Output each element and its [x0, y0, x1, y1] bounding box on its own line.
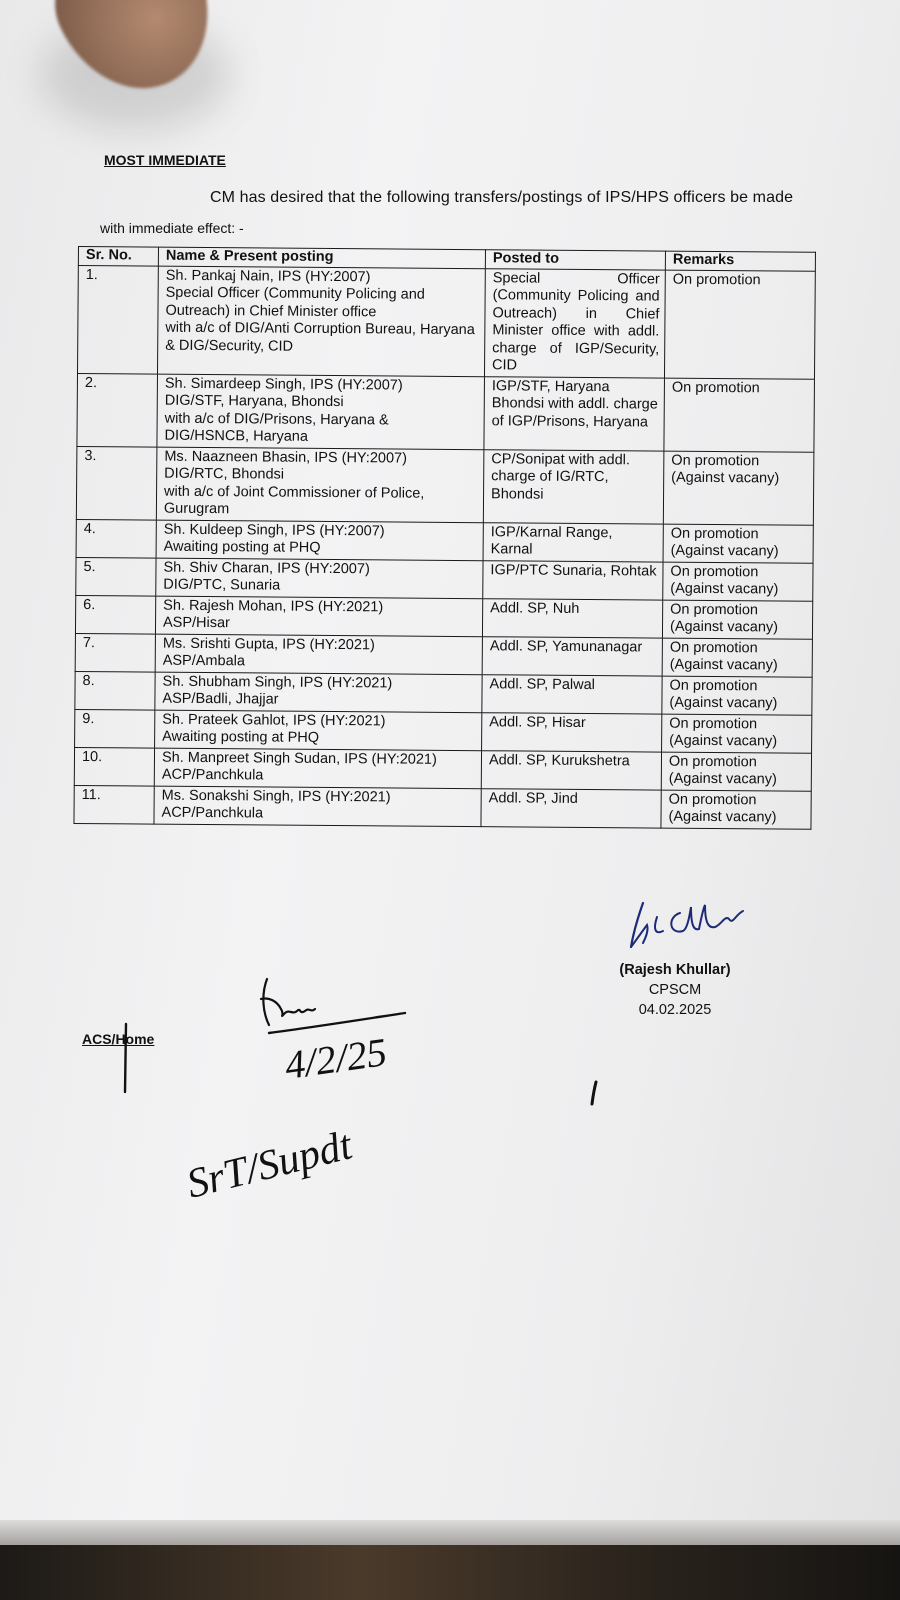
cell-posted-to: IGP/PTC Sunaria, Rohtak — [483, 560, 663, 599]
handwritten-note — [182, 1110, 375, 1220]
cell-remarks: On promotion (Against vacany) — [663, 451, 814, 525]
cell-posted-to: Addl. SP, Jind — [481, 788, 661, 827]
cell-remarks: On promotion (Against vacany) — [662, 676, 812, 715]
intro-line-1: CM has desired that the following transfers/postings of IPS/HPS officers be made — [210, 189, 794, 206]
table-row — [74, 785, 811, 829]
desk-surface — [0, 1545, 900, 1600]
cell-sr: 11. — [74, 785, 154, 824]
document-heading: MOST IMMEDIATE — [104, 152, 226, 168]
handwritten-note-text: SrT/Supdt — [182, 1122, 357, 1208]
table-row — [75, 671, 812, 715]
cell-remarks: On promotion — [664, 270, 815, 379]
cell-name: Sh. Shiv Charan, IPS (HY:2007) DIG/PTC, Sunaria — [156, 558, 483, 599]
cell-posted-to: Special Officer (Community Policing and Outreach) in Chief Minister office with addl. charge of IGP/Security, CID — [484, 268, 665, 377]
cell-name: Ms. Srishti Gupta, IPS (HY:2021) ASP/Ambala — [155, 634, 482, 675]
cell-name: Sh. Rajesh Mohan, IPS (HY:2021) ASP/Hisar — [155, 596, 482, 637]
cell-name: Ms. Sonakshi Singh, IPS (HY:2021) ACP/Panchkula — [154, 786, 481, 827]
cell-sr: 4. — [76, 519, 156, 558]
cell-sr: 1. — [78, 265, 159, 374]
header-posted-to: Posted to — [485, 250, 665, 270]
table-row — [75, 709, 812, 753]
signature-scribble — [625, 895, 775, 965]
cell-sr: 8. — [75, 671, 155, 710]
cell-remarks: On promotion — [664, 378, 815, 452]
cell-name: Sh. Shubham Singh, IPS (HY:2021) ASP/Badli, Jhajjar — [155, 672, 482, 713]
addressee: ACS/Home — [82, 1031, 155, 1047]
page-edge-shadow — [0, 1520, 900, 1545]
table-row — [76, 446, 814, 525]
cell-posted-to: IGP/Karnal Range, Karnal — [483, 522, 663, 561]
table-row — [74, 747, 811, 791]
cell-sr: 3. — [76, 446, 157, 520]
intro-line-2: with immediate effect: - — [100, 220, 244, 236]
addressee-pen-stroke — [118, 1022, 138, 1102]
cell-remarks: On promotion (Against vacany) — [663, 524, 813, 563]
cell-sr: 6. — [75, 595, 155, 634]
cell-posted-to: CP/Sonipat with addl. charge of IG/RTC, Bhondsi — [483, 449, 664, 523]
cell-remarks: On promotion (Against vacany) — [662, 714, 812, 753]
table-row — [77, 373, 815, 452]
cell-remarks: On promotion (Against vacany) — [662, 638, 812, 677]
cell-posted-to: Addl. SP, Kurukshetra — [481, 750, 661, 789]
table-row — [75, 595, 812, 639]
cell-sr: 10. — [74, 747, 154, 786]
cell-name: Sh. Simardeep Singh, IPS (HY:2007) DIG/STF, Haryana, Bhondsi with a/c of DIG/Prisons, Haryana & DIG/HSNCB, Haryana — [157, 374, 485, 450]
cell-name: Sh. Pankaj Nain, IPS (HY:2007) Special Officer (Community Policing and Outreach) in Chief Minister office with a/c of DIG/Anti Corruption Bureau, Haryana & DIG/Security, CID — [158, 266, 486, 377]
table-row — [76, 557, 813, 601]
handwritten-initials-date — [255, 975, 415, 1095]
cell-posted-to: Addl. SP, Yamunanagar — [482, 636, 662, 675]
table-row — [75, 633, 812, 677]
cell-sr: 5. — [76, 557, 156, 596]
cell-posted-to: Addl. SP, Palwal — [482, 674, 662, 713]
signatory-designation: CPSCM — [648, 982, 702, 998]
cell-remarks: On promotion (Against vacany) — [661, 790, 811, 829]
cell-remarks: On promotion (Against vacany) — [662, 600, 812, 639]
cell-name: Sh. Kuldeep Singh, IPS (HY:2007) Awaiting posting at PHQ — [156, 520, 483, 561]
cell-sr: 7. — [75, 633, 155, 672]
cell-sr: 9. — [75, 709, 155, 748]
header-sr-no: Sr. No. — [78, 247, 158, 266]
cell-posted-to: IGP/STF, Haryana Bhondsi with addl. charge of IGP/Prisons, Haryana — [484, 376, 665, 450]
cell-name: Ms. Naazneen Bhasin, IPS (HY:2007) DIG/RTC, Bhondsi with a/c of Joint Commissioner of Police, Gurugram — [156, 447, 484, 523]
cell-name: Sh. Prateek Gahlot, IPS (HY:2021) Awaiting posting at PHQ — [155, 710, 482, 751]
signatory-block — [610, 960, 740, 1020]
header-name-present-posting: Name & Present posting — [158, 247, 485, 268]
table-row — [78, 265, 816, 379]
postings-table — [73, 246, 816, 829]
header-remarks: Remarks — [665, 251, 815, 271]
table-row — [76, 519, 813, 563]
cell-posted-to: Addl. SP, Hisar — [482, 712, 662, 751]
signatory-date: 04.02.2025 — [638, 1002, 712, 1018]
cell-remarks: On promotion (Against vacany) — [661, 752, 811, 791]
signatory-name: (Rajesh Khullar) — [619, 962, 731, 978]
cell-name: Sh. Manpreet Singh Sudan, IPS (HY:2021) ACP/Panchkula — [154, 748, 481, 789]
cell-sr: 2. — [77, 373, 158, 447]
cell-posted-to: Addl. SP, Nuh — [482, 598, 662, 637]
initials-date-text: 4/2/25 — [281, 1029, 390, 1088]
cell-remarks: On promotion (Against vacany) — [663, 562, 813, 601]
ink-mark — [590, 1080, 602, 1106]
